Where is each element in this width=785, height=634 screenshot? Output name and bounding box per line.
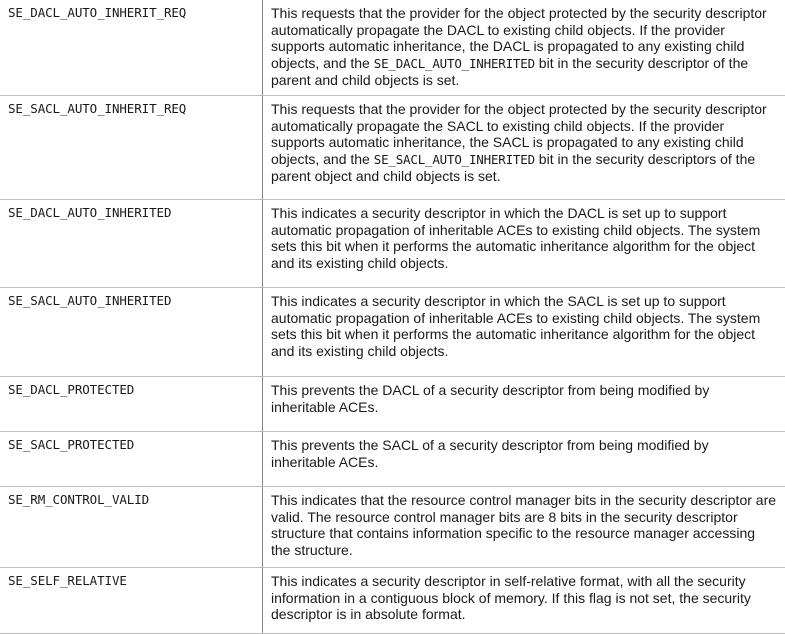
flag-description: This indicates that the resource control manager bits in the security descriptor are valid. The resource control manager bits are 8 bits in the security descriptor structure that contains information specific to the resource manager accessing the structure.: [262, 487, 785, 567]
table-row: [0, 200, 785, 288]
flag-description: This indicates a security descriptor in self-relative format, with all the security information in a contiguous block of memory. If this flag is not set, the security descriptor is in absolute format.: [262, 568, 785, 633]
flag-name: SE_SACL_AUTO_INHERIT_REQ: [8, 101, 187, 116]
flag-name: SE_SELF_RELATIVE: [8, 573, 127, 588]
flag-name: SE_SACL_AUTO_INHERITED: [8, 293, 172, 308]
table-row: [0, 288, 785, 377]
inline-code: SE_SACL_AUTO_INHERITED: [373, 151, 535, 167]
table-row: [0, 568, 785, 634]
description-text: bit in the security descriptor of the parent and child objects is set.: [271, 54, 749, 88]
table-row: [0, 0, 785, 96]
flag-description: This indicates a security descriptor in which the SACL is set up to support automatic propagation of inheritable ACEs to existing child objects. The system sets this bit when it performs the automatic inheritance algorithm for the object and its existing child objects.: [262, 288, 785, 376]
flag-name: SE_RM_CONTROL_VALID: [8, 492, 150, 507]
table-row: [0, 487, 785, 568]
flag-name: SE_SACL_PROTECTED: [8, 437, 135, 452]
flag-description: [262, 96, 785, 199]
table-row: [0, 432, 785, 487]
flag-name: SE_DACL_PROTECTED: [8, 382, 135, 397]
table-row: [0, 377, 785, 432]
flag-description: [262, 0, 785, 95]
flag-description: This prevents the DACL of a security descriptor from being modified by inheritable ACEs.: [262, 377, 785, 431]
flag-description: This prevents the SACL of a security descriptor from being modified by inheritable ACEs.: [262, 432, 785, 486]
inline-code: SE_DACL_AUTO_INHERITED: [373, 55, 535, 71]
description-text: This requests that the provider for the object protected by the security descriptor automatically propagate the SACL to existing child objects. If the provider supports automatic inheritance, the SACL is propagated to any existing child objects, and the: [271, 101, 767, 167]
description-text: bit in the security descriptors of the parent object and child objects is set.: [271, 150, 756, 184]
table-row: [0, 96, 785, 200]
flag-name: SE_DACL_AUTO_INHERITED: [8, 205, 172, 220]
flag-name: SE_DACL_AUTO_INHERIT_REQ: [8, 5, 187, 20]
description-text: This requests that the provider for the object protected by the security descriptor automatically propagate the DACL to existing child objects. If the provider supports automatic inheritance, the DACL is propagated to any existing child objects, and the: [271, 5, 767, 71]
flag-description: This indicates a security descriptor in which the DACL is set up to support automatic propagation of inheritable ACEs to existing child objects. The system sets this bit when it performs the automatic inheritance algorithm for the object and its existing child objects.: [262, 200, 785, 287]
